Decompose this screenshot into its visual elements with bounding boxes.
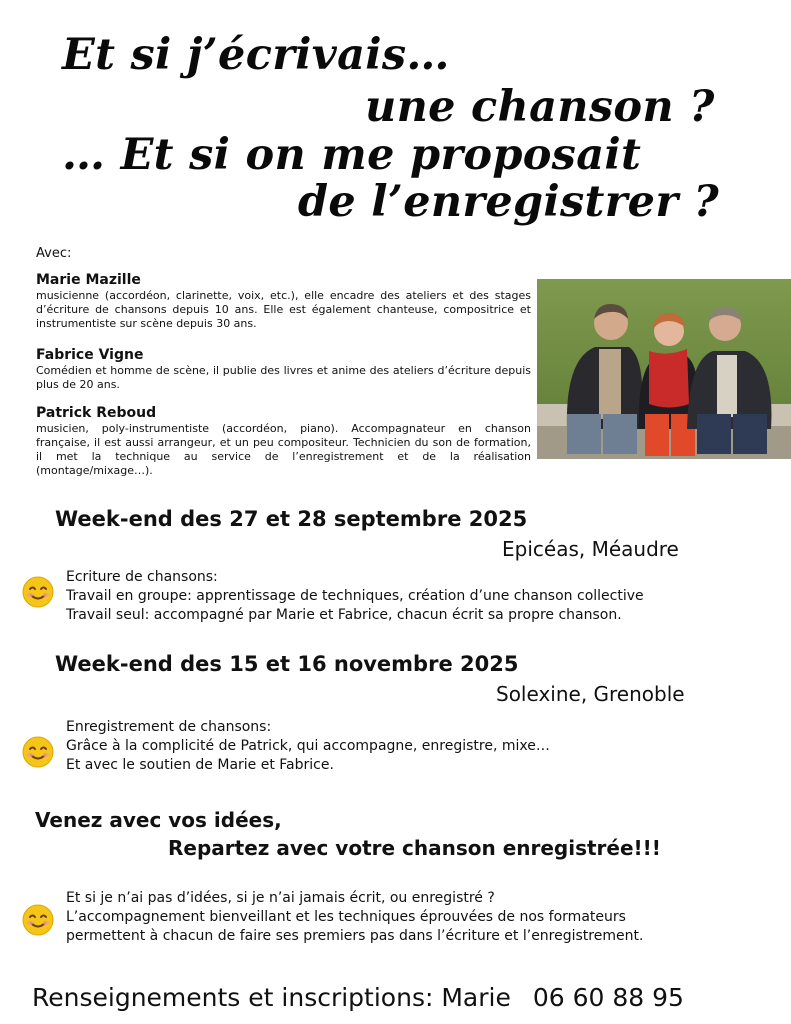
group-photo [537, 279, 791, 459]
smiley-icon [22, 576, 54, 608]
slogan-line-1: Venez avec vos idées, [35, 808, 282, 832]
weekend2-details [66, 718, 550, 775]
title-line-3: … Et si on me proposait [62, 130, 642, 180]
person-description: Comédien et homme de scène, il publie des livres et anime des ateliers d’écriture depuis plus de 20 ans. [36, 364, 531, 391]
weekend2-title: Week-end des 15 et 16 novembre 2025 [55, 652, 519, 676]
weekend1-title: Week-end des 27 et 28 septembre 2025 [55, 507, 528, 531]
faq-details [66, 889, 643, 946]
title-line-2: une chanson ? [365, 82, 715, 132]
person-patrick [36, 405, 531, 478]
detail-line: Grâce à la complicité de Patrick, qui accompagne, enregistre, mixe… [66, 738, 550, 754]
detail-line: Travail seul: accompagné par Marie et Fabrice, chacun écrit sa propre chanson. [66, 607, 622, 623]
avec-label: Avec: [36, 246, 72, 261]
contact-phone: 06 60 88 95 [532, 983, 684, 1012]
faq-line: permettent à chacun de faire ses premiers pas dans l’écriture et l’enregistrement. [66, 928, 644, 944]
person-name: Fabrice Vigne [36, 347, 144, 363]
person-fabrice [36, 347, 531, 392]
contact-label: Renseignements et inscriptions: Marie [32, 983, 511, 1012]
weekend1-place: Epicéas, Méaudre [502, 537, 679, 561]
detail-line: Enregistrement de chansons: [66, 719, 272, 735]
detail-line: Et avec le soutien de Marie et Fabrice. [66, 757, 334, 773]
detail-line: Ecriture de chansons: [66, 569, 218, 585]
faq-line: L’accompagnement bienveillant et les techniques éprouvées de nos formateurs [66, 909, 626, 925]
person-name: Patrick Reboud [36, 405, 157, 421]
detail-line: Travail en groupe: apprentissage de techniques, création d’une chanson collective [66, 588, 644, 604]
title-line-4: de l’enregistrer ? [298, 177, 720, 227]
title-line-1: Et si j’écrivais… [62, 30, 450, 80]
person-name: Marie Mazille [36, 272, 141, 288]
faq-line: Et si je n’ai pas d’idées, si je n’ai jamais écrit, ou enregistré ? [66, 890, 495, 906]
slogan-line-2: Repartez avec votre chanson enregistrée!!! [168, 836, 661, 860]
person-description: musicienne (accordéon, clarinette, voix, etc.), elle encadre des ateliers et des stages d’écriture de chansons depuis 10 ans. Elle est également chanteuse, compositrice et instrumentiste sur scène depuis 30 ans. [36, 289, 531, 330]
contact-line [32, 983, 684, 1012]
weekend2-place: Solexine, Grenoble [496, 682, 685, 706]
smiley-icon [22, 904, 54, 936]
smiley-icon [22, 736, 54, 768]
person-description: musicien, poly-instrumentiste (accordéon, piano). Accompagnateur en chanson française, il est aussi arrangeur, et un peu compositeur. Technicien du son de formation, il met la technique au service de l’enregistrement et de la réalisation (montage/mixage…). [36, 422, 531, 477]
person-marie [36, 272, 531, 331]
weekend1-details [66, 568, 644, 625]
